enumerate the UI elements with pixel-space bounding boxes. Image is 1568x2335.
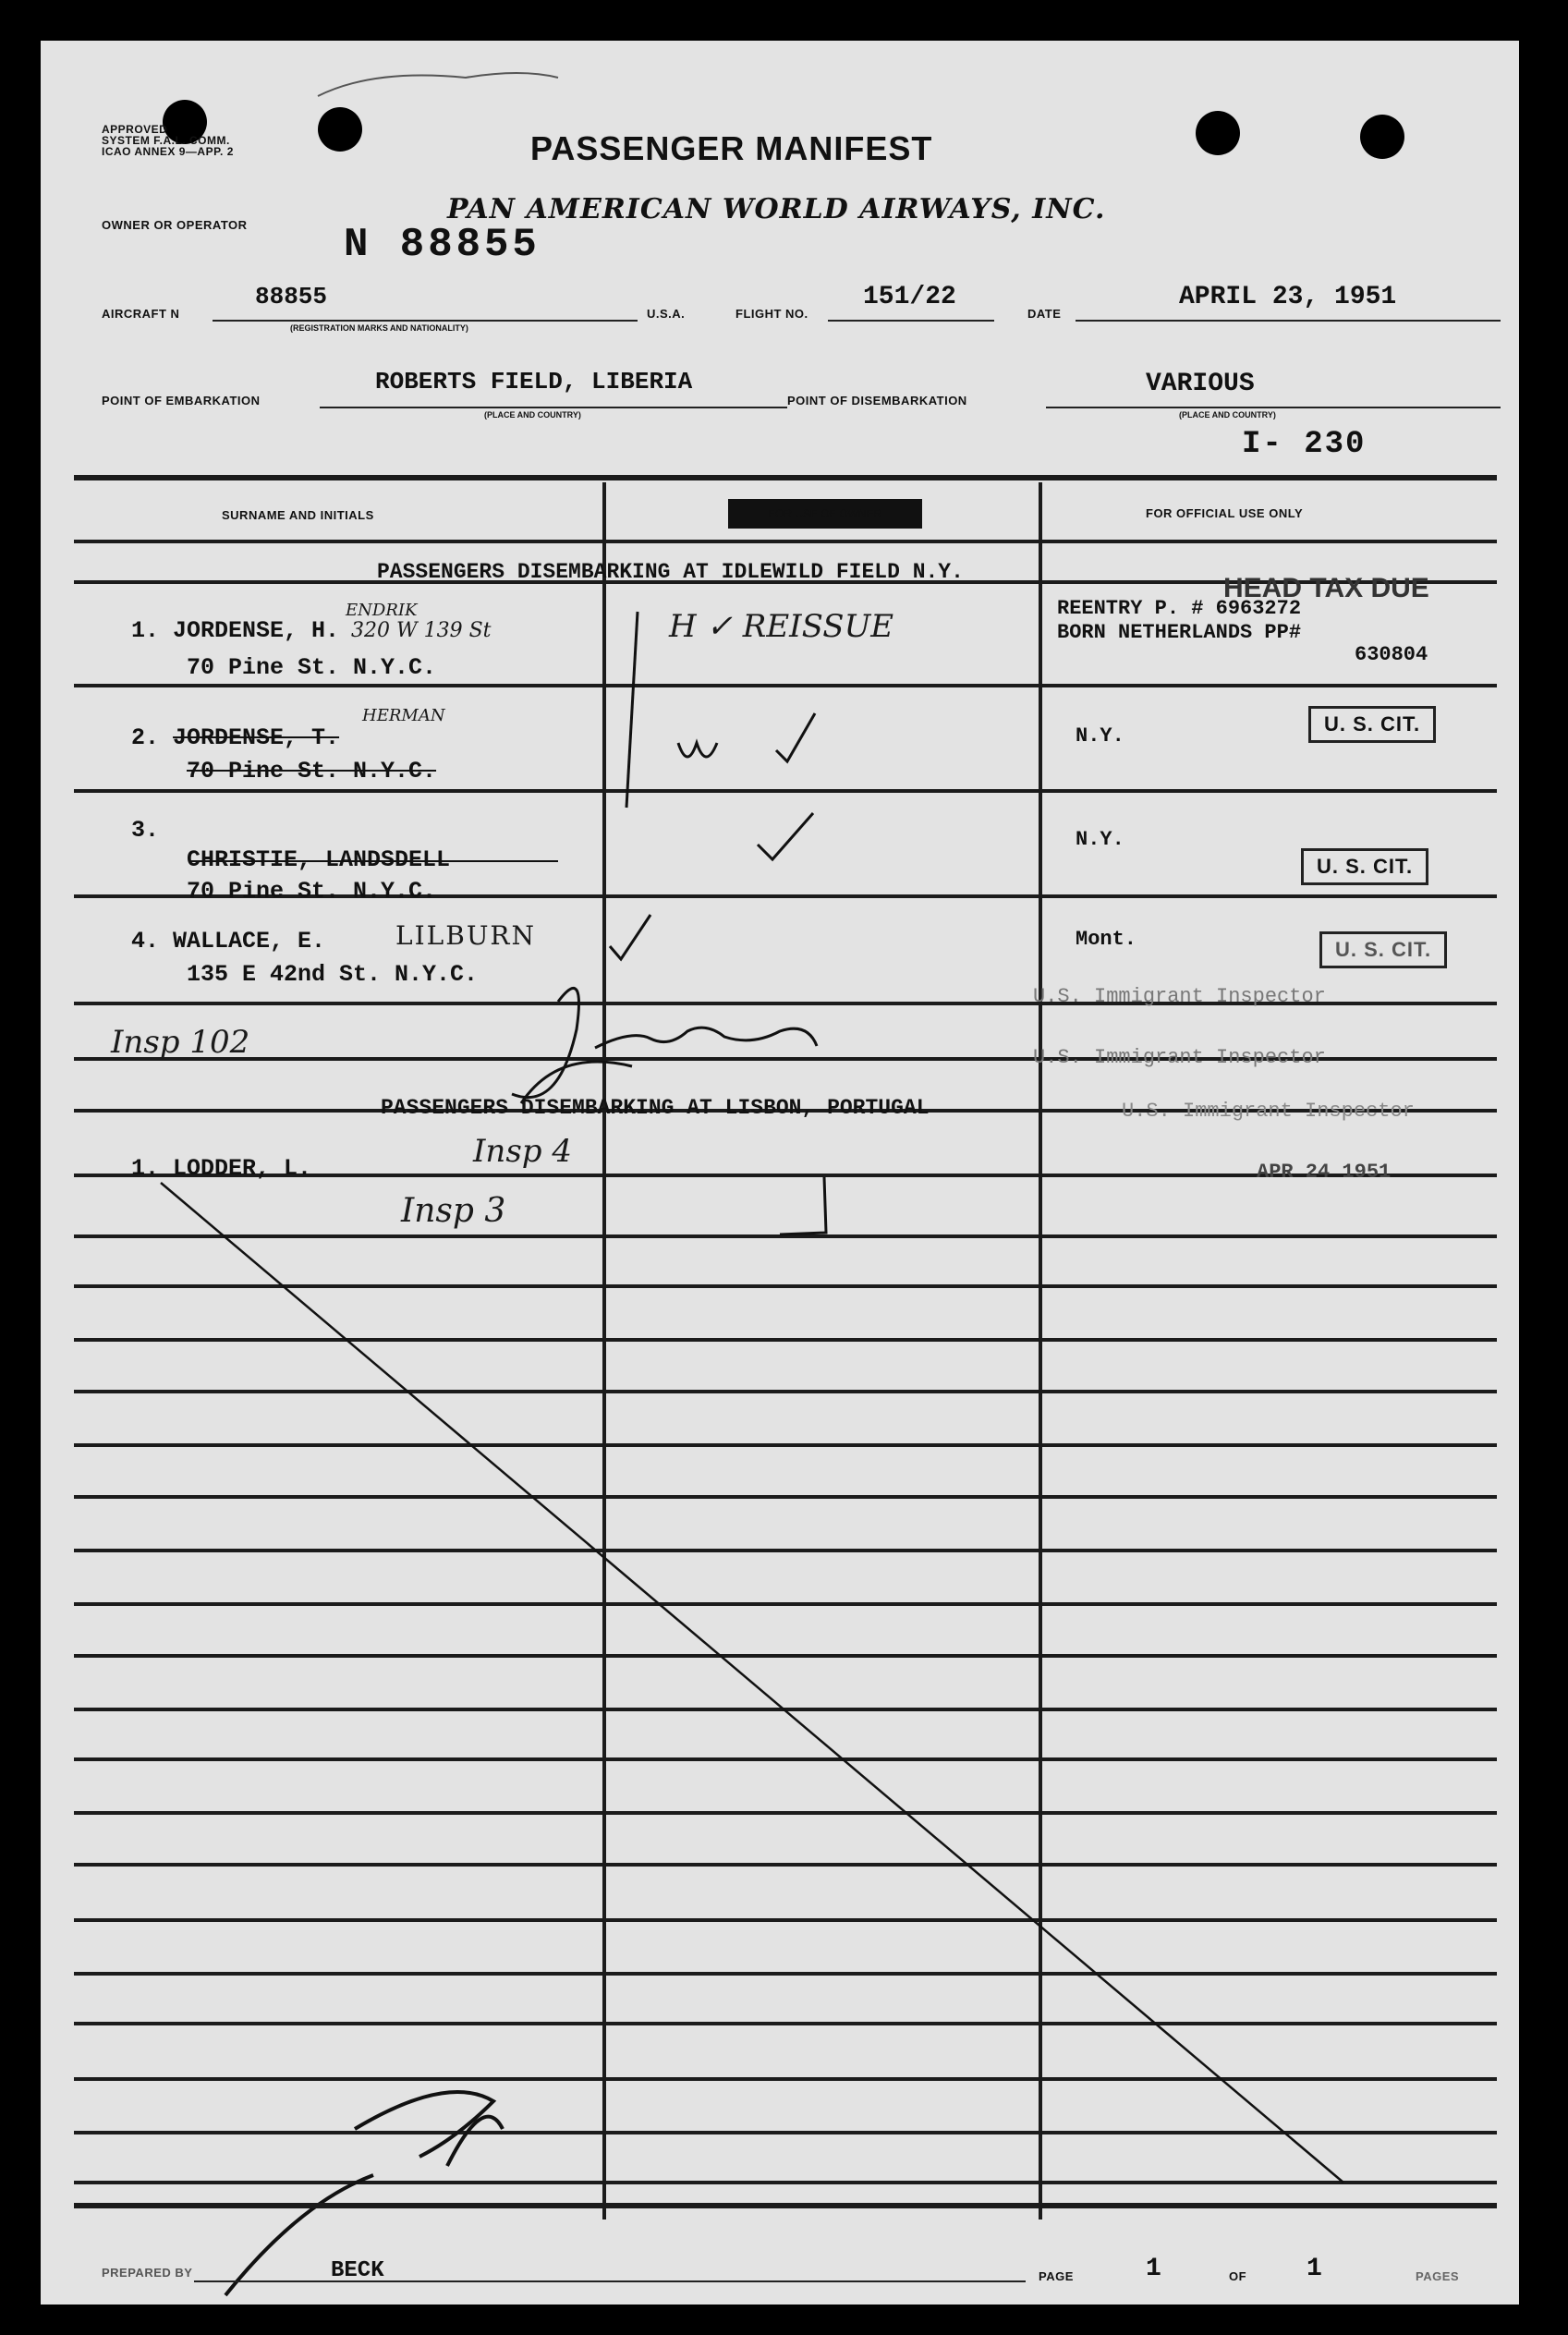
signature	[512, 988, 817, 1097]
approval-line: SYSTEM F.A.L. COMM.	[102, 134, 230, 147]
pages-label: PAGES	[1416, 2269, 1460, 2283]
passenger-number: 1.	[131, 617, 160, 644]
citizen-stamp: U. S. CIT.	[1319, 931, 1447, 968]
check-mark	[678, 743, 717, 757]
passenger-address: 135 E 42nd St. N.Y.C.	[187, 961, 479, 988]
page-value: 1	[1146, 2255, 1161, 2283]
of-label: OF	[1229, 2269, 1247, 2283]
section-heading: PASSENGERS DISEMBARKING AT IDLEWILD FIELD N.Y.	[377, 560, 964, 584]
date-value: APRIL 23, 1951	[1179, 283, 1397, 311]
passenger-number: 3.	[131, 817, 160, 844]
passenger-address: 70 Pine St. N.Y.C.	[187, 878, 437, 905]
inspector-stamp: U.S. Immigrant Inspector	[1033, 1046, 1326, 1069]
page-title: PASSENGER MANIFEST	[530, 129, 933, 167]
section-heading: PASSENGERS DISEMBARKING AT LISBON, PORTUGAL	[381, 1096, 930, 1120]
handwritten-given-name: LILBURN	[395, 920, 537, 951]
official-entry: REENTRY P. # 6963272	[1057, 597, 1302, 620]
official-entry: N.Y.	[1076, 828, 1124, 851]
passenger-address: 70 Pine St. N.Y.C.	[187, 654, 437, 681]
passenger-surname: JORDENSE, H.	[173, 617, 340, 644]
flight-value: 151/22	[863, 283, 956, 311]
head-tax-stamp: HEAD TAX DUE	[1223, 573, 1429, 603]
official-entry: BORN NETHERLANDS PP#	[1057, 621, 1302, 644]
page-label: PAGE	[1039, 2269, 1074, 2283]
date-label: DATE	[1027, 307, 1062, 321]
prepared-value: BECK	[331, 2258, 384, 2283]
approval-line: ICAO ANNEX 9—APP. 2	[102, 145, 234, 158]
pen-stroke	[626, 612, 638, 808]
handwritten-note: Insp 4	[473, 1133, 572, 1170]
handwritten-note: Insp 3	[401, 1192, 506, 1230]
official-entry: N.Y.	[1076, 724, 1124, 748]
citizen-stamp: U. S. CIT.	[1301, 848, 1428, 885]
of-value: 1	[1307, 2255, 1322, 2283]
company-name: PAN AMERICAN WORLD AIRWAYS, INC.	[447, 193, 1106, 225]
inspector-stamp: U.S. Immigrant Inspector	[1122, 1100, 1415, 1123]
cancel-diagonal-line	[161, 1183, 1343, 2183]
embark-sub: (PLACE AND COUNTRY)	[484, 410, 581, 420]
passenger-number: 2.	[131, 724, 160, 751]
date-stamp: APR 24 1951	[1257, 1161, 1392, 1184]
passenger-number: 1.	[131, 1155, 160, 1182]
pen-marks	[41, 41, 1519, 2305]
passenger-surname: CHRISTIE, LANDSDELL	[187, 846, 451, 873]
prepared-fill-line	[194, 2280, 1026, 2282]
disembark-sub: (PLACE AND COUNTRY)	[1179, 410, 1276, 420]
official-entry: Mont.	[1076, 928, 1137, 951]
disembark-label: POINT OF DISEMBARKATION	[787, 394, 967, 407]
embark-label: POINT OF EMBARKATION	[102, 394, 261, 407]
passenger-address: 70 Pine St. N.Y.C.	[187, 758, 437, 784]
official-entry: 630804	[1355, 643, 1428, 666]
approval-line: APPROVED	[102, 123, 168, 136]
pen-stroke	[780, 1177, 826, 1234]
aircraft-value: 88855	[255, 283, 328, 310]
handwritten-address: 320 W 139 St	[351, 619, 492, 642]
inspector-stamp: U.S. Immigrant Inspector	[1033, 985, 1326, 1008]
passenger-surname: LODDER, L.	[173, 1155, 312, 1182]
check-mark	[758, 813, 813, 859]
check-mark	[776, 713, 815, 761]
passenger-surname: JORDENSE, T.	[173, 724, 340, 751]
handwritten-given-name: ENDRIK	[346, 601, 418, 620]
aircraft-sub: (REGISTRATION MARKS AND NATIONALITY)	[290, 323, 468, 333]
handwritten-check: H ✓ REISSUE	[669, 608, 894, 645]
passenger-surname: WALLACE, E.	[173, 928, 326, 955]
manifest-number: I- 230	[1242, 427, 1367, 462]
embark-value: ROBERTS FIELD, LIBERIA	[375, 368, 693, 395]
table-bottom-rule	[74, 2203, 1497, 2208]
column-header-owner-text: FOR USE OF OWNER	[768, 507, 882, 520]
usa-label: U.S.A.	[647, 307, 686, 321]
disembark-value: VARIOUS	[1146, 370, 1255, 398]
owner-label: OWNER OR OPERATOR	[102, 218, 248, 232]
aircraft-label: AIRCRAFT N	[102, 307, 180, 321]
handwritten-given-name: HERMAN	[362, 706, 445, 725]
check-mark	[610, 915, 650, 959]
handwritten-note: Insp 102	[111, 1024, 250, 1061]
citizen-stamp: U. S. CIT.	[1308, 706, 1436, 743]
passenger-number: 4.	[131, 928, 160, 955]
prepared-label: PREPARED BY	[102, 2266, 193, 2280]
column-header-names: SURNAME AND INITIALS	[222, 508, 374, 522]
top-scribble	[318, 73, 558, 96]
manifest-sheet	[41, 41, 1519, 2305]
column-header-official: FOR OFFICIAL USE ONLY	[1146, 506, 1304, 520]
flight-label: FLIGHT NO.	[735, 307, 808, 321]
owner-value: N 88855	[344, 222, 541, 268]
